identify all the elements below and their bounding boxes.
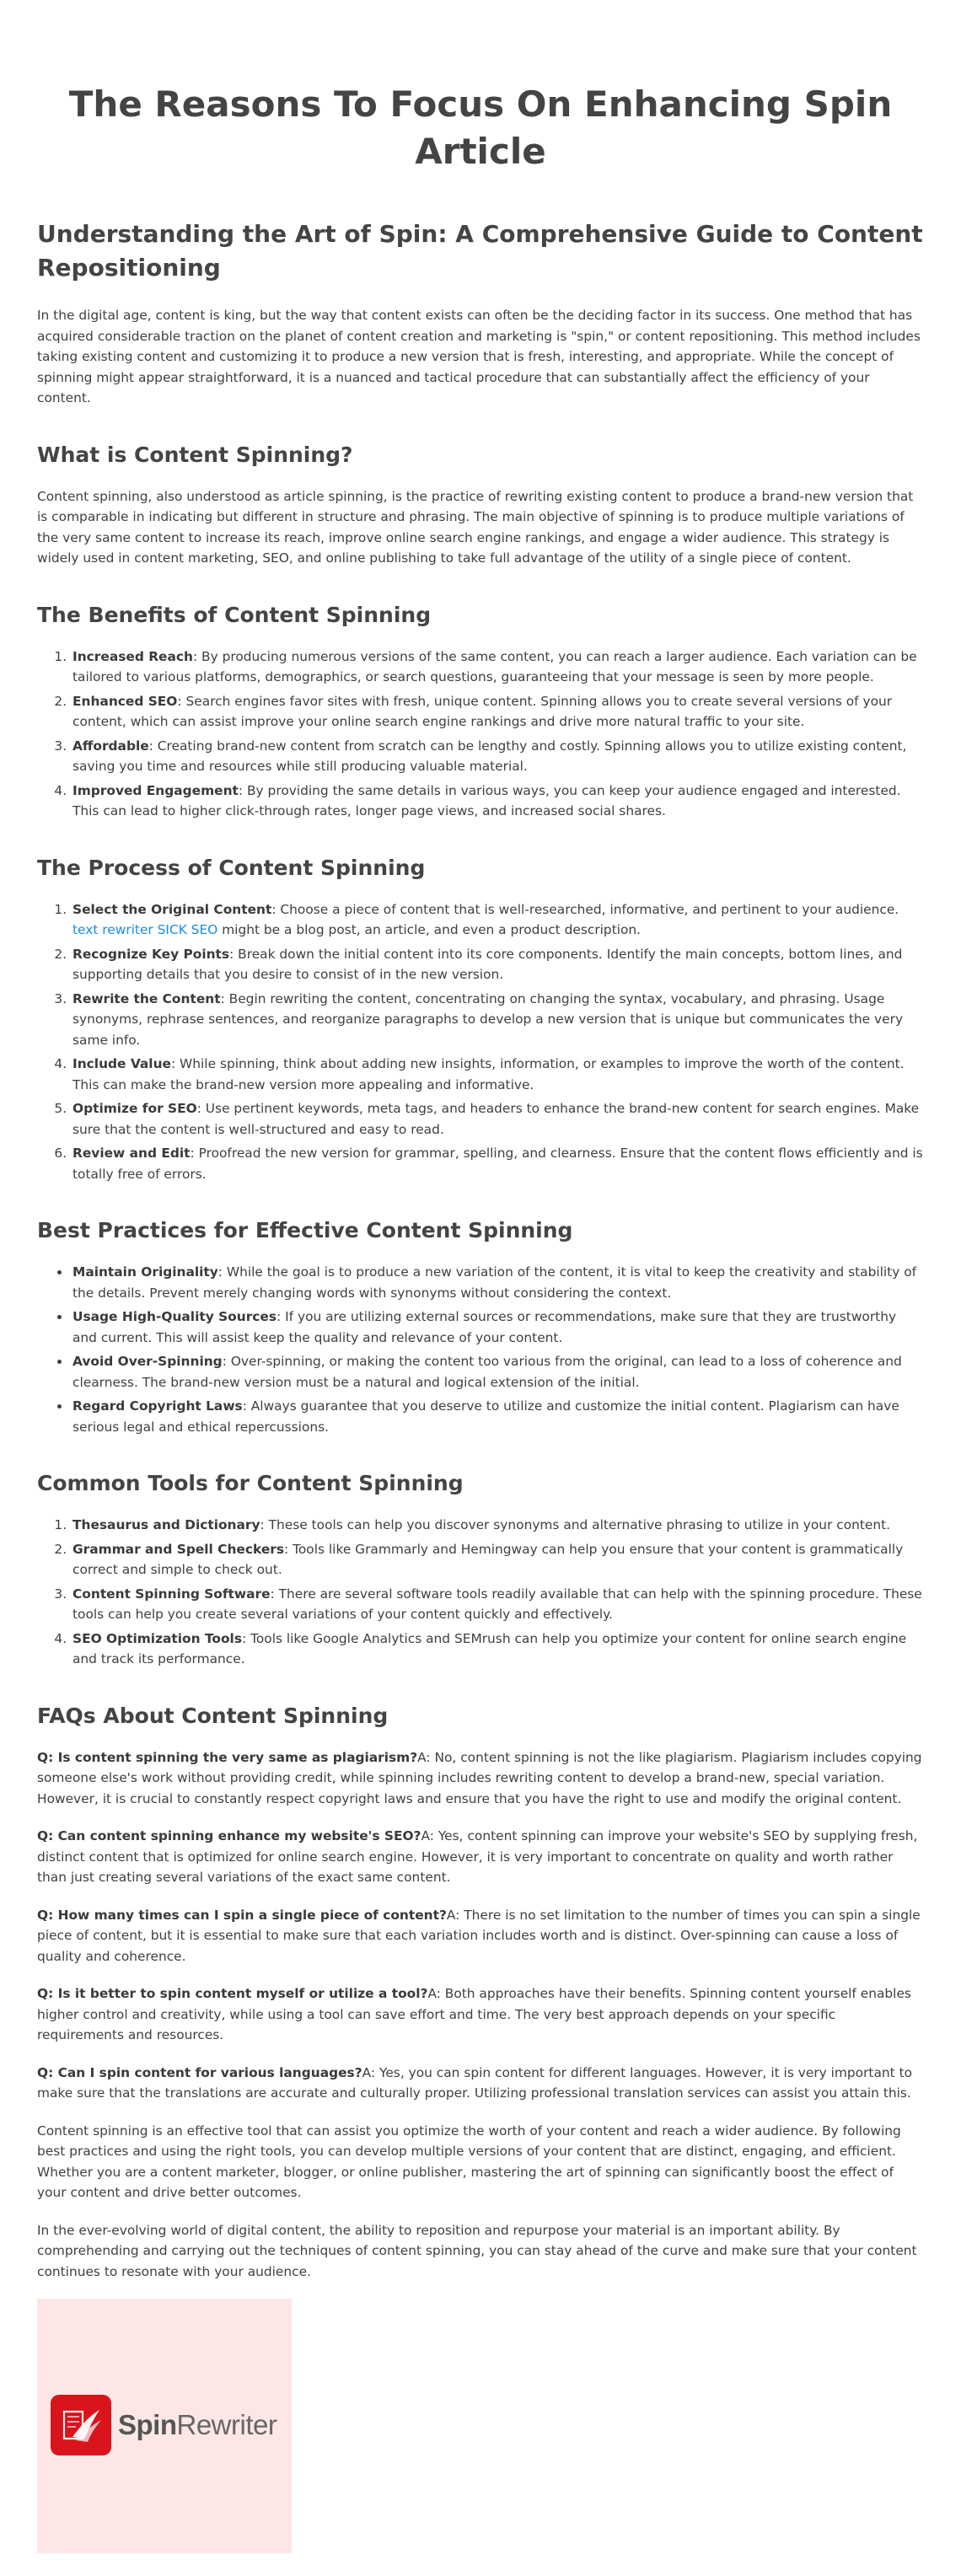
spinrewriter-logo-icon [51,2395,111,2455]
practices-list [37,1262,924,1437]
closing-paragraph: Content spinning is an effective tool that can assist you optimize the worth of your content and reach a wider audience. By following best practices and using the right tools, you can develop multiple versions of your content that are distinct, engaging, and efficient. Whether you are a content marketer, blogger, or online publisher, mastering the art of spinning can significantly boost the effect of your content and drive better outcomes. [37,2123,901,2200]
item-text: : While spinning, think about adding new insights, information, or examples to improve the worth of the content. This can make the brand-new version more appealing and informative. [72,1056,905,1092]
faq-answer: A: No, content spinning is not the like plagiarism. Plagiarism includes copying someone else's work without providing credit, while spinning includes rewriting content to develop a brand-new, special variation. However, it is crucial to constantly respect copyright laws and ensure that you have the right to use and modify the original content. [37,1749,922,1806]
item-text: : If you are utilizing external sources or recommendations, make sure that they are trustworthy and current. This will assist keep the quality and relevance of your content. [72,1309,897,1345]
item-text: : Always guarantee that you deserve to utilize and customize the initial content. Plagiarism can have serious legal and ethical repercussions. [72,1398,899,1435]
tools-list [37,1515,924,1670]
item-text: : Over-spinning, or making the content too various from the original, can lead to a loss of coherence and clearness. The brand-new version must be a natural and logical extension of the initial. [72,1354,902,1390]
item-text: : By producing numerous versions of the same content, you can reach a larger audience. Each variation can be tailored to various platforms, demographics, or search questions, guaranteeing that your message is seen by more people. [72,648,917,684]
list-item [71,1307,924,1348]
faq-item [37,1747,924,1810]
item-term: Grammar and Spell Checkers [72,1541,285,1557]
list-item [71,781,924,822]
list-item [71,1539,924,1580]
item-term: Avoid Over-Spinning [72,1354,223,1369]
logo-mark-svg [51,2395,111,2455]
faq-answer: A: Both approaches have their benefits. Spinning content yourself enables higher control and creativity, while using a tool can save effort and time. The very best approach depends on your specific requirements and resources. [37,1986,911,2042]
list-item [71,1515,924,1536]
process-heading: The Process of Content Spinning [37,855,426,880]
item-term: Review and Edit [72,1146,191,1161]
item-text: : Creating brand-new content from scratch can be lengthy and costly. Spinning allows you to utilize existing content, saving you time and resources while still producing valuable material. [72,738,907,774]
faq-answer: A: Yes, you can spin content for different languages. However, it is very important to make sure that the translations are accurate and culturally proper. Utilizing professional translation services can assist you attain this. [37,2064,913,2101]
list-item [71,647,924,688]
item-text: : Tools like Google Analytics and SEMrush can help you optimize your content for online search engine and track its performance. [72,1630,907,1666]
logo-word-regular: Rewriter [176,2409,277,2440]
spinrewriter-logo [51,2395,276,2455]
list-item [71,1584,924,1625]
item-text: : Proofread the new version for grammar, spelling, and clearness. Ensure that the content flows efficiently and is totally free of errors. [72,1146,923,1182]
faq-list [37,1747,924,2104]
faq-answer: A: There is no set limitation to the number of times you can spin a single piece of content, but it is essential to make sure that each variation includes worth and is distinct. Over-spinning can cause a loss of quality and coherence. [37,1907,921,1964]
faq-answer: A: Yes, content spinning can improve your website's SEO by supplying fresh, distinct content that is optimized for online search engine. However, it is very important to concentrate on quality and worth rather than just creating several variations of the exact same content. [37,1828,918,1885]
tools-heading: Common Tools for Content Spinning [37,1471,464,1495]
faq-item [37,1826,924,1888]
item-text: : Tools like Grammarly and Hemingway can help you ensure that your content is grammatically correct and simple to check out. [72,1541,904,1577]
page-title: The Reasons To Focus On Enhancing Spin Article [68,83,893,172]
list-item [71,1143,924,1184]
list-item [71,944,924,985]
practices-heading: Best Practices for Effective Content Spinning [37,1218,573,1242]
faq-item [37,1905,924,1967]
logo-wordmark [118,2409,276,2441]
text-rewriter-link[interactable]: text rewriter SICK SEO [72,922,218,937]
item-term: Recognize Key Points [72,946,230,962]
item-text: : Begin rewriting the content, concentrating on changing the syntax, vocabulary, and phrasing. Usage synonyms, rephrase sentences, and reorganize paragraphs to develop a new version that is unique but communicates the very same info. [72,990,904,1048]
what-paragraph: Content spinning, also understood as article spinning, is the practice of rewriting existing content to produce a brand-new version that is comparable in indicating but different in structure and phrasing. The main objective of spinning is to produce multiple variations of the very same content to increase its reach, improve online search engine rankings, and engage a wider audience. This strategy is widely used in content marketing, SEO, and online publishing to take full advantage of the utility of a single piece of content. [37,488,914,566]
spinrewriter-logo-image [37,2299,292,2553]
item-term: Select the Original Content [72,901,272,917]
list-item [71,1351,924,1393]
item-term: SEO Optimization Tools [72,1630,242,1646]
list-item [71,691,924,733]
item-text: : While the goal is to produce a new variation of the content, it is vital to keep the creativity and stability of the details. Prevent merely changing words with synonyms without considering the context. [72,1264,917,1301]
item-text: might be a blog post, an article, and even a product description. [217,922,642,937]
faq-question: Q: Is content spinning the very same as plagiarism? [37,1749,418,1765]
faq-item [37,2063,924,2104]
item-text: : Break down the initial content into its core components. Identify the main concepts, bottom lines, and supporting details that you desire to consist of in the new version. [72,946,903,982]
list-item [71,989,924,1051]
process-list [37,899,924,1185]
item-text: : There are several software tools readily available that can help with the spinning procedure. These tools can help you create several variations of your content quickly and effectively. [72,1586,922,1622]
list-item [71,1396,924,1437]
item-term: Maintain Originality [72,1264,218,1280]
list-item [71,899,924,941]
item-term: Content Spinning Software [72,1586,271,1602]
faq-question: Q: How many times can I spin a single piece of content? [37,1907,447,1923]
item-term: Thesaurus and Dictionary [72,1517,260,1532]
intro-heading: Understanding the Art of Spin: A Comprehensive Guide to Content Repositioning [37,220,923,282]
what-heading: What is Content Spinning? [37,442,353,467]
item-term: Increased Reach [72,648,193,664]
item-term: Regard Copyright Laws [72,1398,243,1414]
list-item [71,736,924,777]
faq-question: Q: Is it better to spin content myself or utilize a tool? [37,1986,428,2001]
logo-word-bold: Spin [118,2409,177,2440]
intro-paragraph: In the digital age, content is king, but the way that content exists can often be the deciding factor in its success. One method that has acquired considerable traction on the planet of content creation and marketing is "spin," or content repositioning. This method includes taking existing content and customizing it to produce a new version that is fresh, interesting, and appropriate. While the concept of spinning might appear straightforward, it is a nuanced and tactical procedure that can substantially affect the efficiency of your content. [37,308,921,405]
item-term: Rewrite the Content [72,990,221,1006]
item-term: Include Value [72,1056,171,1071]
faqs-heading: FAQs About Content Spinning [37,1703,389,1728]
item-text: : Search engines favor sites with fresh, unique content. Spinning allows you to create several versions of your content, which can assist improve your online search engine rankings and drive more natural traffic to your site. [72,693,893,729]
item-term: Enhanced SEO [72,693,178,709]
faq-item [37,1983,924,2046]
list-item [71,1262,924,1303]
item-term: Optimize for SEO [72,1101,197,1116]
item-text: : Use pertinent keywords, meta tags, and headers to enhance the brand-new content for search engines. Make sure that the content is well-structured and easy to read. [72,1101,920,1137]
list-item [71,1098,924,1140]
faq-question: Q: Can I spin content for various languages? [37,2064,362,2080]
item-term: Improved Engagement [72,782,239,798]
item-text: : Choose a piece of content that is well-researched, informative, and pertinent to your audience. [271,901,899,917]
benefits-heading: The Benefits of Content Spinning [37,602,432,627]
item-term: Affordable [72,738,149,754]
item-term: Usage High-Quality Sources [72,1309,277,1324]
list-item [71,1629,924,1670]
list-item [71,1054,924,1095]
benefits-list [37,647,924,822]
faq-question: Q: Can content spinning enhance my website's SEO? [37,1828,421,1843]
closing-paragraph: In the ever-evolving world of digital content, the ability to reposition and repurpose your material is an important ability. By comprehending and carrying out the techniques of content spinning, you can stay ahead of the curve and make sure that your content continues to resonate with your audience. [37,2222,917,2279]
item-text: : These tools can help you discover synonyms and alternative phrasing to utilize in your content. [260,1517,891,1532]
item-text: : By providing the same details in various ways, you can keep your audience engaged and interested. This can lead to higher click-through rates, longer page views, and increased social shares. [72,782,901,818]
